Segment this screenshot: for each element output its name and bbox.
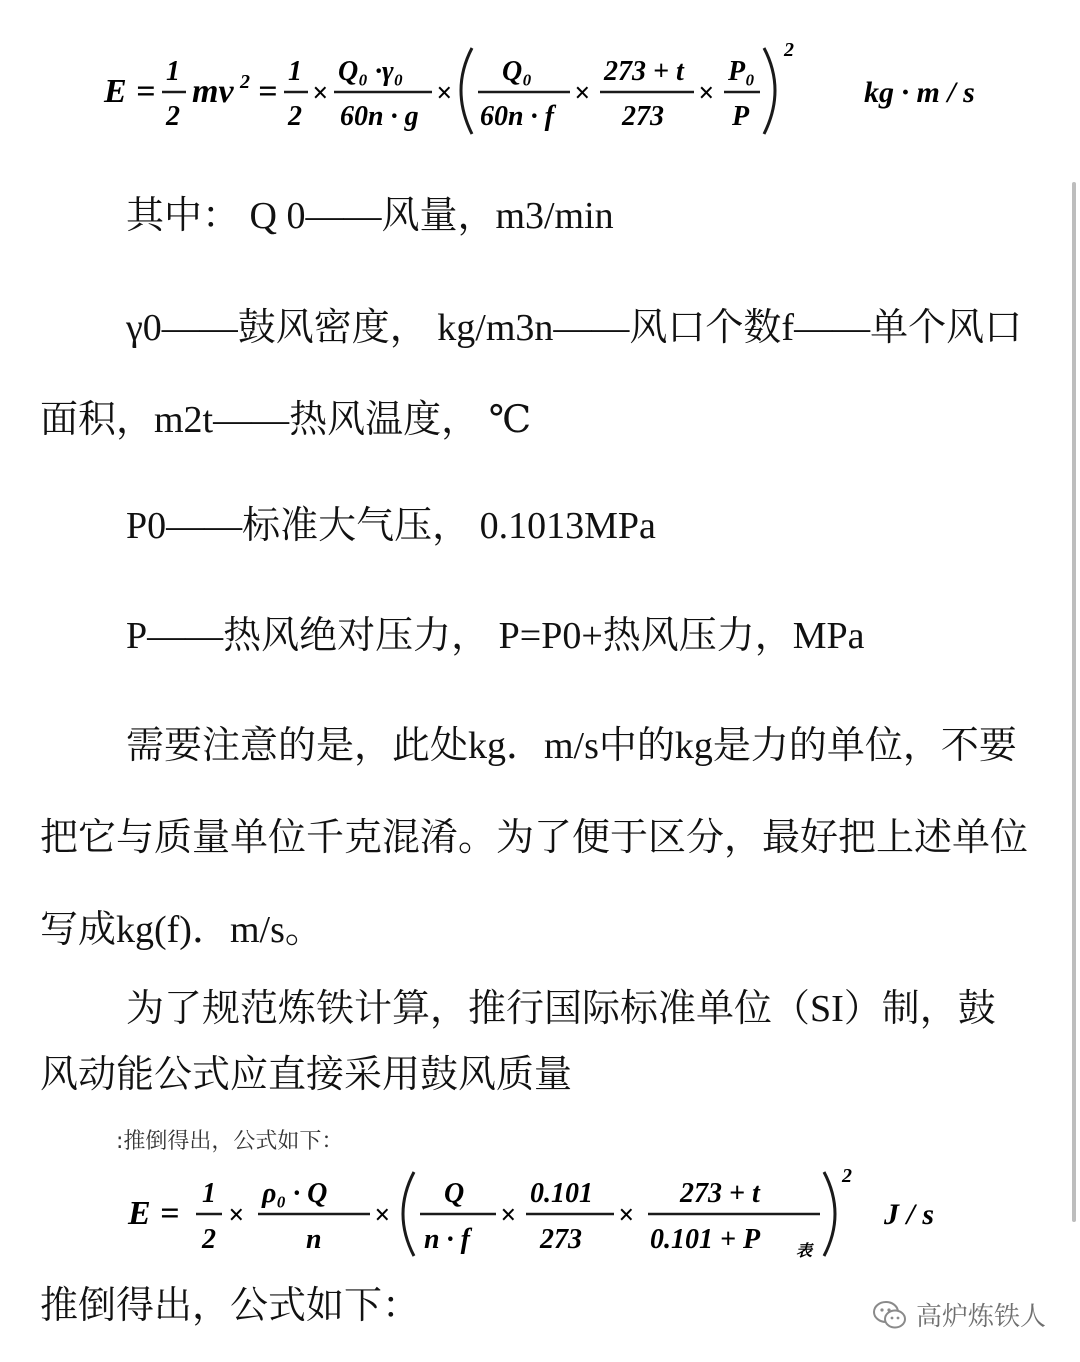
f1-half-num: 1 <box>166 56 180 87</box>
f2-times3: × <box>500 1200 516 1231</box>
bottom-text: 推倒得出，公式如下： <box>40 1285 421 1327</box>
f1-frac2-num: Q₀ <box>502 56 532 87</box>
formula-kinetic-energy-2 <box>0 1158 1080 1270</box>
para-note: 需要注意的是，此处kg．m/s中的kg是力的单位，不要把它与质量单位千克混淆。为了便于区分，最好把上述单位写成kg(f)．m/s。 <box>40 725 1029 951</box>
f2-frac4-den: 0.101 + P <box>650 1224 761 1255</box>
f1-unit: kg · m / s <box>864 76 975 109</box>
f2-times4: × <box>618 1200 634 1231</box>
scrollbar[interactable] <box>1072 182 1076 1222</box>
watermark-label: 高炉炼铁人 <box>915 1302 1046 1332</box>
watermark <box>872 1296 1046 1333</box>
f1-right-paren <box>764 48 775 134</box>
f2-frac2-num: Q <box>444 1178 465 1209</box>
formula-kinetic-energy-1 <box>0 30 1080 150</box>
f2-frac4-den-sub: 表 <box>796 1243 813 1260</box>
f2-frac3-den: 273 <box>540 1224 582 1255</box>
f1-times4: × <box>698 78 714 109</box>
f1-half2-den: 2 <box>288 101 302 132</box>
para-p: P——热风绝对压力， P=P0+热风压力，MPa <box>126 615 865 657</box>
f1-frac1-num: Q₀ ·γ₀ <box>338 56 404 87</box>
f2-half-num: 1 <box>202 1178 216 1209</box>
f2-left-paren <box>403 1172 414 1256</box>
f1-frac4-num: P₀ <box>728 56 755 87</box>
f1-times1: × <box>312 78 328 109</box>
f2-half-den: 2 <box>202 1224 216 1255</box>
formula2-caption: :推倒得出，公式如下： <box>116 1129 344 1154</box>
para-q0: 其中： Q 0——风量，m3/min <box>126 195 614 237</box>
f1-lhs: E <box>104 73 127 110</box>
f1-left-paren <box>461 48 472 134</box>
f2-frac3-num: 0.101 <box>530 1178 593 1209</box>
f2-frac2-den: n · f <box>424 1224 470 1255</box>
f2-times2: × <box>374 1200 390 1231</box>
f2-unit: J / s <box>884 1198 935 1231</box>
f1-frac3-num: 273 + t <box>604 56 684 87</box>
para-gamma0: γ0——鼓风密度， kg/m3n——风口个数f——单个风口面积，m2t——热风温度， ℃ <box>40 307 1023 441</box>
para-si: 为了规范炼铁计算，推行国际标准单位（SI）制，鼓风动能公式应直接采用鼓风质量 <box>40 988 996 1096</box>
f1-half-den: 2 <box>166 101 180 132</box>
f1-eq2: = <box>258 73 278 110</box>
f1-frac2-den: 60n · f <box>480 101 554 132</box>
f1-times3: × <box>574 78 590 109</box>
f2-power: 2 <box>842 1165 852 1187</box>
f1-frac4-den: P <box>732 101 750 132</box>
f1-sq: 2 <box>240 71 250 93</box>
wechat-icon <box>872 1300 908 1330</box>
f1-half2-num: 1 <box>288 56 302 87</box>
f2-right-paren <box>824 1172 835 1256</box>
para-p0: P0——标准大气压， 0.1013MPa <box>126 505 656 547</box>
f1-times2: × <box>436 78 452 109</box>
f1-frac1-den: 60n · g <box>340 101 419 132</box>
f2-frac1-den: n <box>306 1224 322 1255</box>
f1-power: 2 <box>784 39 794 61</box>
f2-lhs: E <box>128 1195 151 1232</box>
f1-eq1: = <box>136 73 156 110</box>
f2-times1: × <box>228 1200 244 1231</box>
f2-eq: = <box>160 1195 180 1232</box>
f2-frac1-num: ρ₀ · Q <box>262 1178 328 1209</box>
f1-frac3-den: 273 <box>622 101 664 132</box>
f2-frac4-num: 273 + t <box>680 1178 760 1209</box>
f1-m: mv <box>192 73 234 110</box>
